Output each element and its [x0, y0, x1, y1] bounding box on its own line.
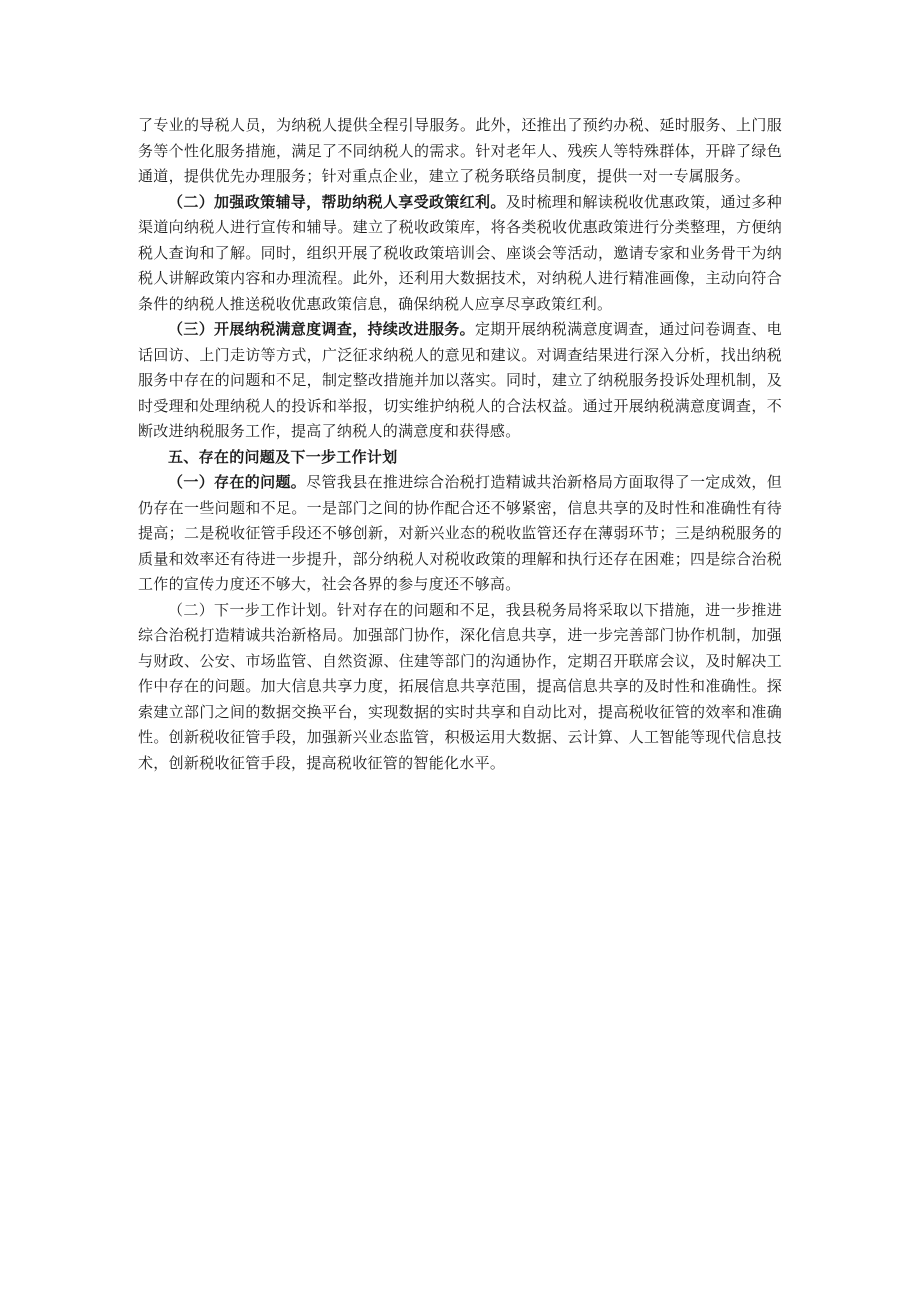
paragraph-text: 定期开展纳税满意度调查，通过问卷调查、电话回访、上门走访等方式，广泛征求纳税人的意见和建议。对调查结果进行深入分析，找出纳税服务中存在的问题和不足，制定整改措施并加以落实。同时，建立了纳税服务投诉处理机制，及时受理和处理纳税人的投诉和举报，切实维护纳税人的合法权益。通过开展纳税满意度调查，不断改进纳税服务工作，提高了纳税人的满意度和获得感。 [138, 320, 782, 440]
paragraph-lead: （三）开展纳税满意度调查，持续改进服务。 [168, 320, 476, 338]
document-page [138, 113, 782, 776]
paragraph-text: 了专业的导税人员，为纳税人提供全程引导服务。此外，还推出了预约办税、延时服务、上门服务等个性化服务措施，满足了不同纳税人的需求。针对老年人、残疾人等特殊群体，开辟了绿色通道，提供优先办理服务；针对重点企业，建立了税务联络员制度，提供一对一专属服务。 [138, 116, 782, 185]
paragraph-satisfaction-survey [138, 317, 782, 445]
paragraph-lead: （一）存在的问题。 [168, 473, 307, 491]
paragraph-lead: （二）加强政策辅导，帮助纳税人享受政策红利。 [168, 192, 506, 211]
paragraph-text: 尽管我县在推进综合治税打造精诚共治新格局方面取得了一定成效，但仍存在一些问题和不足。一是部门之间的协作配合还不够紧密，信息共享的及时性和准确性有待提高；二是税收征管手段还不够创新，对新兴业态的税收监管还存在薄弱环节；三是纳税服务的质量和效率还有待进一步提升，部分纳税人对税收政策的理解和执行还存在困难；四是综合治税工作的宣传力度还不够大，社会各界的参与度还不够高。 [138, 473, 783, 593]
paragraph-existing-problems [138, 470, 782, 598]
section-heading: 五、存在的问题及下一步工作计划 [168, 447, 398, 466]
paragraph-text: 及时梳理和解读税收优惠政策，通过多种渠道向纳税人进行宣传和辅导。建立了税收政策库，将各类税收优惠政策进行分类整理，方便纳税人查询和了解。同时，组织开展了税收政策培训会、座谈会等活动，邀请专家和业务骨干为纳税人讲解政策内容和办理流程。此外，还利用大数据技术，对纳税人进行精准画像，主动向符合条件的纳税人推送税收优惠政策信息，确保纳税人应享尽享政策红利。 [138, 192, 783, 313]
paragraph-continued [138, 113, 782, 190]
paragraph-policy-guidance [138, 190, 782, 318]
paragraph-next-steps [138, 598, 782, 777]
paragraph-text: （二）下一步工作计划。针对存在的问题和不足，我县税务局将采取以下措施，进一步推进综合治税打造精诚共治新格局。加强部门协作，深化信息共享，进一步完善部门协作机制，加强与财政、公安、市场监管、自然资源、住建等部门的沟通协作，定期召开联席会议，及时解决工作中存在的问题。加大信息共享力度，拓展信息共享范围，提高信息共享的及时性和准确性。探索建立部门之间的数据交换平台，实现数据的实时共享和自动比对，提高税收征管的效率和准确性。创新税收征管手段，加强新兴业态监管，积极运用大数据、云计算、人工智能等现代信息技术，创新税收征管手段，提高税收征管的智能化水平。 [138, 600, 782, 772]
